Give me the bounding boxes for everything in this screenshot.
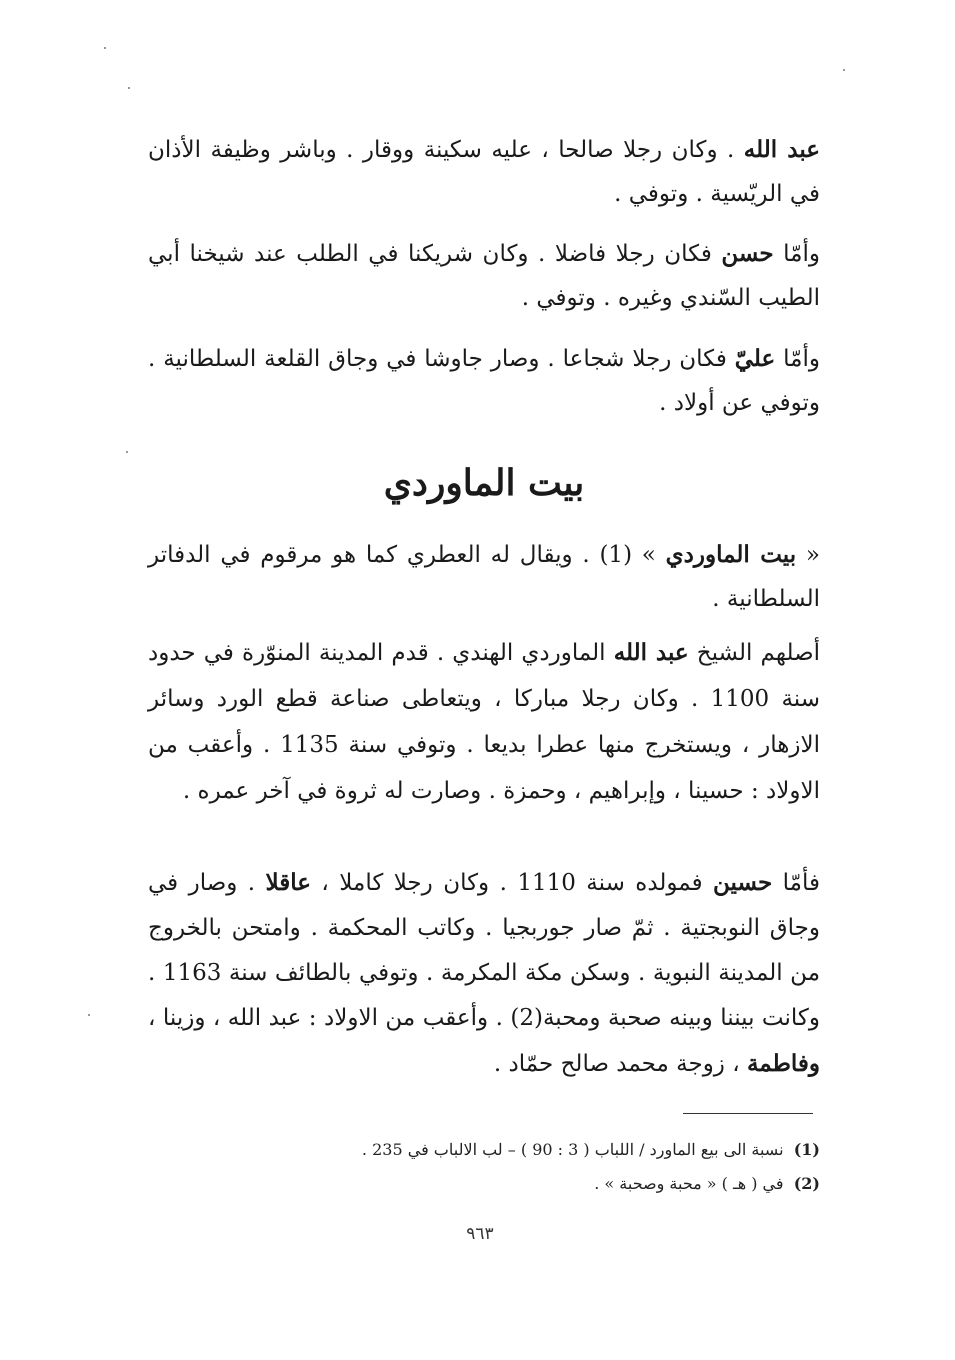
paragraph-text: ، زوجة محمد صالح حمّاد . — [493, 1051, 747, 1077]
footnote-1 — [180, 1138, 820, 1162]
name-ali: عليّ — [734, 345, 776, 372]
footnote-number: (1) — [793, 1140, 820, 1159]
scan-speck — [128, 87, 130, 89]
paragraph-origin — [148, 630, 820, 814]
name-husain: حسين — [713, 869, 773, 896]
footnote-text: نسبة الى بيع الماورد / اللباب ( 3 : 90 ) – لب الالباب في 235 . — [361, 1140, 784, 1159]
name-hasan: حسن — [721, 240, 774, 267]
footnote-number: (2) — [793, 1174, 820, 1193]
paragraph-husain — [148, 860, 820, 1087]
name-house: بيت الماوردي — [665, 541, 797, 568]
footnote-text: في ( هـ ) « محبة وصحبة » . — [594, 1174, 784, 1193]
scan-speck — [104, 47, 106, 49]
name-fatima: وفاطمة — [746, 1050, 820, 1077]
page-number: ٩٦٣ — [466, 1224, 494, 1244]
paragraph-text: » (1) . ويقال له العطري كما هو مرقوم في الدفاتر السلطانية . — [148, 542, 820, 612]
paragraph-abdullah — [148, 128, 820, 216]
paragraph-prefix: فأمّا — [772, 870, 820, 896]
footnote-divider — [683, 1113, 813, 1114]
paragraph-ali — [148, 337, 820, 425]
paragraph-text: . وكان رجلا صالحا ، عليه سكينة ووقار . وباشر وظيفة الأذان في الريّسية . وتوفي . — [148, 137, 820, 207]
paragraph-text: الماوردي الهندي . قدم المدينة المنوّرة في حدود سنة 1100 . وكان رجلا مباركا ، ويتعاطى صناعة قطع الورد وسائر الازهار ، ويستخرج منها عطرا بديعا . وتوفي سنة 1135 . وأعقب من الاولاد : حسينا ، وإبراهيم ، وحمزة . وصارت له ثروة في آخر عمره . — [148, 640, 820, 804]
paragraph-prefix: وأمّا — [773, 241, 820, 267]
paragraph-prefix: أصلهم الشيخ — [688, 640, 820, 666]
paragraph-hasan — [148, 232, 820, 320]
name-abdullah-founder: عبد الله — [613, 639, 689, 666]
quote-open: « — [796, 542, 820, 568]
section-heading: بيت الماوردي — [383, 462, 585, 504]
paragraph-text: فكان رجلا فاضلا . وكان شريكنا في الطلب عند شيخنا أبي الطيب السّندي وغيره . وتوفي . — [148, 241, 820, 311]
paragraph-intro — [148, 533, 820, 621]
paragraph-text: . وصار في وجاق النوبجتية . ثمّ صار جوربجيا . وكاتب المحكمة . وامتحن بالخروج من المدينة النبوية . وسكن مكة المكرمة . وتوفي بالطائف سنة 1163 . وكانت بيننا وبينه صحبة ومحبة(2) . وأعقب من الاولاد : عبد الله ، وزينا ، — [148, 870, 821, 1031]
paragraph-prefix: وأمّا — [775, 346, 820, 372]
name-aqil: عاقلا — [265, 869, 311, 896]
paragraph-text: فمولده سنة 1110 . وكان رجلا كاملا ، — [310, 870, 714, 896]
name-abdullah: عبد الله — [743, 136, 820, 163]
scan-speck — [126, 451, 128, 453]
footnote-2 — [180, 1172, 820, 1196]
scan-speck — [88, 1014, 90, 1016]
scan-speck — [843, 69, 845, 71]
paragraph-text: فكان رجلا شجاعا . وصار جاوشا في وجاق القلعة السلطانية . وتوفي عن أولاد . — [148, 346, 820, 416]
